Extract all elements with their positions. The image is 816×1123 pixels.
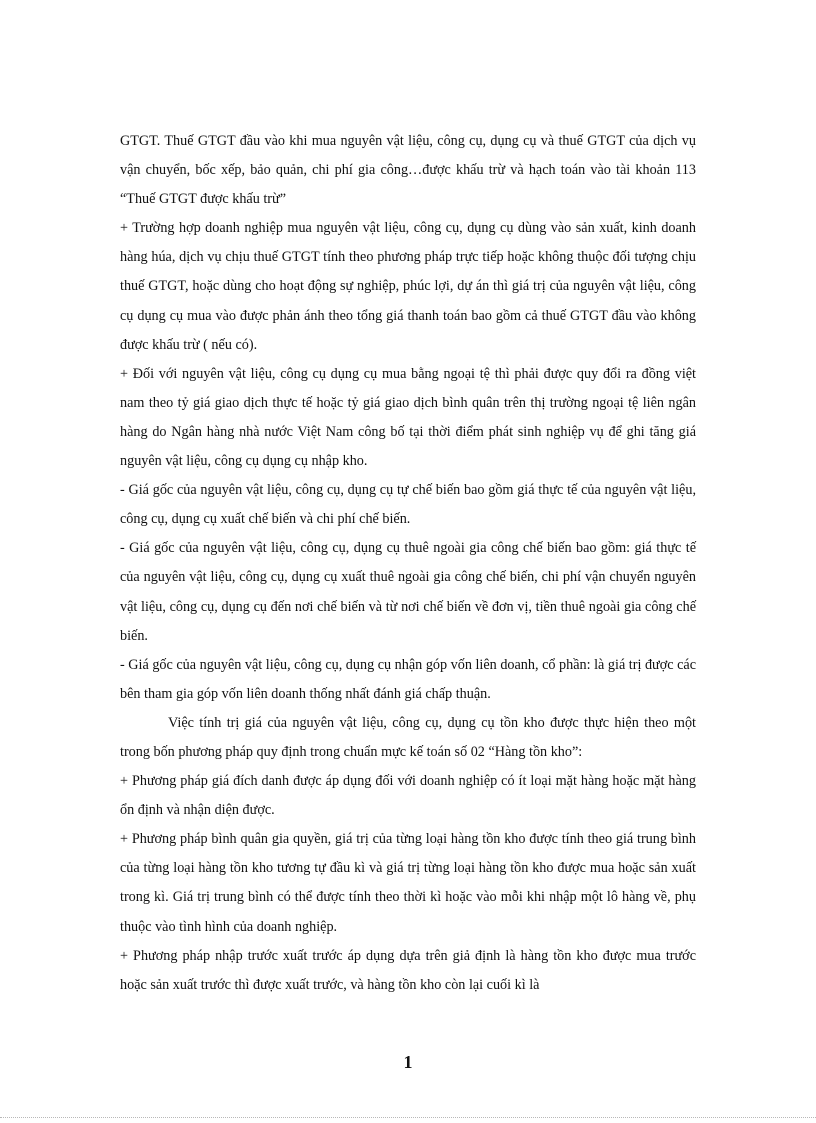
paragraph-foreign-currency: + Đối với nguyên vật liệu, công cụ dụng cụ mua bằng ngoại tệ thì phải được quy đổi ra đồng việt nam theo tỷ giá giao dịch thực tế hoặc tỷ giá giao dịch bình quân trên thị trường ngoại tệ liên ngân hàng do Ngân hàng nhà nước Việt Nam công bố tại thời điểm phát sinh nghiệp vụ để ghi tăng giá nguyên vật liệu, công cụ dụng cụ nhập kho. [120,365,696,470]
paragraph-weighted-average: + Phương pháp bình quân gia quyền, giá trị của từng loại hàng tồn kho được tính theo giá trung bình của từng loại hàng tồn kho tương tự đầu kì và giá trị từng loại hàng tồn kho được mua hoặc sản xuất trong kì. Giá trị trung bình có thể được tính theo thời kì hoặc vào mỗi khi nhập một lô hàng về, phụ thuộc vào tình hình của doanh nghiệp. [120,831,696,935]
page-number: 1 [403,1052,413,1072]
page-bottom-divider [0,1117,816,1118]
paragraph-self-processing: - Giá gốc của nguyên vật liệu, công cụ, dụng cụ tự chế biến bao gồm giá thực tế của nguyên vật liệu, công cụ, dụng cụ xuất chế biến và chi phí chế biến. [120,482,696,528]
document-body [120,127,696,1000]
paragraph-outsourced-processing: - Giá gốc của nguyên vật liệu, công cụ, dụng cụ thuê ngoài gia công chế biến bao gồm: giá thực tế của nguyên vật liệu, công cụ, dụng cụ xuất thuê ngoài gia công chế biến, chi phí vận chuyển nguyên vật liệu, công cụ, dụng cụ đến nơi chế biến và từ nơi chế biến về đơn vị, tiền thuê ngoài gia công chế biến. [120,540,696,644]
paragraph-fifo: + Phương pháp nhập trước xuất trước áp dụng dựa trên giả định là hàng tồn kho được mua trước hoặc sản xuất trước thì được xuất trước, và hàng tồn kho còn lại cuối kì là [120,947,696,993]
paragraph-specific-identification: + Phương pháp giá đích danh được áp dụng đối với doanh nghiệp có ít loại mặt hàng hoặc mặt hàng ổn định và nhận diện được. [120,773,696,819]
paragraph-direct-method: + Trường hợp doanh nghiệp mua nguyên vật liệu, công cụ, dụng cụ dùng vào sản xuất, kinh doanh hàng húa, dịch vụ chịu thuế GTGT tính theo phương pháp trực tiếp hoặc không thuộc đối tượng chịu thuế GTGT, hoặc dùng cho hoạt động sự nghiệp, phúc lợi, dự án thì giá trị của nguyên vật liệu, công cụ dụng cụ mua vào được phản ánh theo tổng giá thanh toán bao gồm cả thuế GTGT đầu vào không được khấu trừ ( nếu có). [120,220,696,353]
paragraph-gtgt-deduction: GTGT. Thuế GTGT đầu vào khi mua nguyên vật liệu, công cụ, dụng cụ và thuế GTGT của dịch vụ vận chuyển, bốc xếp, bảo quản, chi phí gia công…được khấu trừ và hạch toán vào tài khoản 113 “Thuế GTGT được khấu trừ” [120,133,696,208]
paragraph-capital-contribution: - Giá gốc của nguyên vật liệu, công cụ, dụng cụ nhận góp vốn liên doanh, cổ phần: là giá trị được các bên tham gia góp vốn liên doanh thống nhất đánh giá chấp thuận. [120,656,696,702]
paragraph-valuation-methods: Việc tính trị giá của nguyên vật liệu, công cụ, dụng cụ tồn kho được thực hiện theo một trong bốn phương pháp quy định trong chuẩn mực kế toán số 02 “Hàng tồn kho”: [120,714,696,760]
